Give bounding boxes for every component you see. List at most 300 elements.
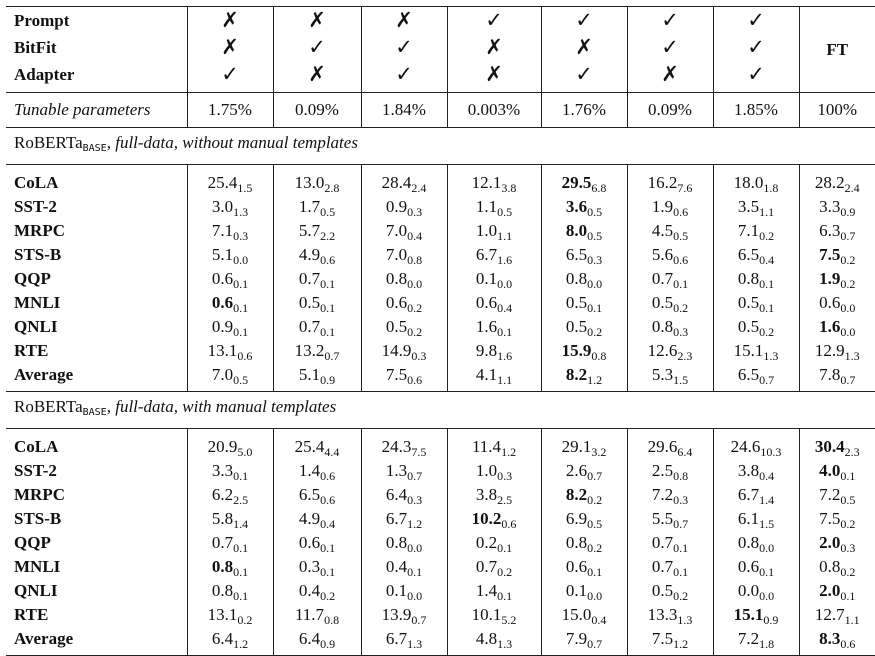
task-name: CoLA xyxy=(14,173,59,192)
score-std: 0.2 xyxy=(840,517,856,531)
cross-icon: ✗ xyxy=(361,7,447,35)
score-std: 1.8 xyxy=(763,181,779,195)
score-cell xyxy=(273,267,361,291)
score-mean: 6.4 xyxy=(385,485,408,504)
score-cell xyxy=(627,315,713,339)
method-label: Adapter xyxy=(14,65,75,84)
score-cell xyxy=(187,579,273,603)
score-mean: 1.0 xyxy=(475,221,498,240)
score-mean: 15.9 xyxy=(561,341,592,360)
score-cell xyxy=(627,603,713,627)
table-row xyxy=(6,339,875,363)
section-title xyxy=(6,128,875,165)
score-cell xyxy=(187,483,273,507)
score-mean: 7.0 xyxy=(385,245,408,264)
task-name: RTE xyxy=(14,341,49,360)
score-std: 0.2 xyxy=(840,277,856,291)
score-mean: 0.6 xyxy=(211,293,234,312)
score-cell xyxy=(541,195,627,219)
score-std: 0.2 xyxy=(759,229,775,243)
score-mean: 8.2 xyxy=(565,365,588,384)
score-mean: 0.5 xyxy=(385,317,408,336)
score-cell xyxy=(187,507,273,531)
task-name: SST-2 xyxy=(14,461,57,480)
score-std: 0.3 xyxy=(587,253,603,267)
score-std: 0.0 xyxy=(759,589,775,603)
score-cell xyxy=(713,429,799,460)
score-mean: 3.6 xyxy=(565,197,588,216)
table-row xyxy=(6,243,875,267)
score-cell xyxy=(361,507,447,531)
score-std: 0.6 xyxy=(673,253,689,267)
score-std: 0.4 xyxy=(497,301,513,315)
score-std: 0.1 xyxy=(759,301,775,315)
score-cell xyxy=(713,165,799,196)
score-cell xyxy=(447,429,541,460)
score-cell xyxy=(187,339,273,363)
score-mean: 7.1 xyxy=(211,221,234,240)
score-mean: 25.4 xyxy=(207,173,238,192)
score-mean: 7.5 xyxy=(819,509,841,528)
score-std: 0.0 xyxy=(407,589,423,603)
score-mean: 0.5 xyxy=(565,293,588,312)
score-std: 0.1 xyxy=(233,469,249,483)
score-cell xyxy=(799,531,875,555)
score-mean: 4.0 xyxy=(819,461,841,480)
score-cell xyxy=(273,459,361,483)
score-mean: 5.8 xyxy=(211,509,234,528)
score-std: 0.5 xyxy=(497,205,513,219)
score-std: 0.6 xyxy=(320,493,336,507)
score-cell xyxy=(361,219,447,243)
score-cell xyxy=(273,531,361,555)
score-mean: 7.9 xyxy=(565,629,588,648)
score-cell xyxy=(187,363,273,392)
score-cell xyxy=(713,507,799,531)
score-std: 5.2 xyxy=(501,613,517,627)
score-cell xyxy=(361,315,447,339)
score-std: 0.3 xyxy=(411,349,427,363)
score-std: 1.6 xyxy=(497,349,513,363)
score-cell xyxy=(627,243,713,267)
check-icon: ✓ xyxy=(627,7,713,35)
score-mean: 30.4 xyxy=(814,437,845,456)
score-mean: 29.6 xyxy=(647,437,678,456)
score-mean: 1.9 xyxy=(819,269,841,288)
score-std: 0.9 xyxy=(840,205,856,219)
score-std: 0.6 xyxy=(320,253,336,267)
score-cell xyxy=(447,483,541,507)
table-row xyxy=(6,507,875,531)
score-std: 0.3 xyxy=(407,493,423,507)
score-cell xyxy=(627,459,713,483)
score-mean: 4.9 xyxy=(298,509,321,528)
score-std: 4.4 xyxy=(324,445,340,459)
table-row xyxy=(6,363,875,392)
score-mean: 0.7 xyxy=(651,533,674,552)
score-cell xyxy=(799,195,875,219)
score-mean: 0.4 xyxy=(385,557,408,576)
tunable-parameters-value: 0.09% xyxy=(627,93,713,128)
score-cell xyxy=(541,627,627,656)
score-std: 7.6 xyxy=(677,181,693,195)
tunable-parameters-value: 1.75% xyxy=(187,93,273,128)
score-mean: 0.7 xyxy=(651,269,674,288)
score-mean: 7.5 xyxy=(819,245,841,264)
score-std: 0.9 xyxy=(763,613,779,627)
score-mean: 8.3 xyxy=(819,629,841,648)
score-cell xyxy=(799,429,875,460)
score-mean: 29.5 xyxy=(561,173,592,192)
score-cell xyxy=(541,339,627,363)
score-cell xyxy=(541,291,627,315)
task-name: QQP xyxy=(14,533,51,552)
score-cell xyxy=(541,459,627,483)
score-cell xyxy=(799,579,875,603)
section-title-model-size: BASE xyxy=(82,143,107,154)
score-mean: 13.9 xyxy=(381,605,412,624)
score-std: 0.6 xyxy=(501,517,517,531)
score-cell xyxy=(627,195,713,219)
score-std: 0.7 xyxy=(840,229,856,243)
score-std: 0.8 xyxy=(673,469,689,483)
score-std: 0.9 xyxy=(320,373,336,387)
score-mean: 7.2 xyxy=(819,485,841,504)
score-std: 6.4 xyxy=(677,445,693,459)
score-std: 0.7 xyxy=(407,469,423,483)
check-icon: ✓ xyxy=(713,7,799,35)
cross-icon: ✗ xyxy=(447,34,541,61)
score-cell xyxy=(799,267,875,291)
score-cell xyxy=(627,429,713,460)
score-mean: 8.0 xyxy=(565,221,588,240)
score-mean: 5.1 xyxy=(211,245,234,264)
score-cell xyxy=(713,339,799,363)
score-std: 0.4 xyxy=(320,517,336,531)
score-std: 0.2 xyxy=(840,253,856,267)
check-icon: ✓ xyxy=(541,61,627,93)
score-cell xyxy=(713,483,799,507)
score-mean: 6.7 xyxy=(737,485,760,504)
score-std: 0.7 xyxy=(587,637,603,651)
section-header xyxy=(6,128,875,165)
score-cell xyxy=(627,555,713,579)
section-title-model: RoBERTa xyxy=(14,397,83,416)
score-cell xyxy=(541,531,627,555)
score-mean: 12.9 xyxy=(814,341,845,360)
cross-icon: ✗ xyxy=(541,34,627,61)
score-std: 0.2 xyxy=(497,565,513,579)
score-std: 0.8 xyxy=(324,613,340,627)
score-cell xyxy=(627,483,713,507)
score-mean: 7.5 xyxy=(385,365,408,384)
score-std: 7.5 xyxy=(411,445,427,459)
score-std: 1.1 xyxy=(497,373,513,387)
check-icon: ✓ xyxy=(713,34,799,61)
score-mean: 2.6 xyxy=(565,461,588,480)
section-title-model: RoBERTa xyxy=(14,133,83,152)
section-header xyxy=(6,392,875,429)
score-mean: 1.7 xyxy=(298,197,321,216)
score-mean: 0.5 xyxy=(298,293,321,312)
score-std: 1.3 xyxy=(677,613,693,627)
task-name: MRPC xyxy=(14,221,65,240)
score-cell xyxy=(799,555,875,579)
score-cell xyxy=(447,579,541,603)
task-name: Average xyxy=(14,365,74,384)
score-cell xyxy=(187,243,273,267)
score-cell xyxy=(187,315,273,339)
score-mean: 15.1 xyxy=(733,341,764,360)
score-std: 1.3 xyxy=(497,637,513,651)
score-std: 6.8 xyxy=(591,181,607,195)
score-mean: 5.3 xyxy=(651,365,674,384)
score-mean: 6.1 xyxy=(737,509,760,528)
score-cell xyxy=(447,555,541,579)
table-row xyxy=(6,291,875,315)
score-cell xyxy=(361,579,447,603)
score-mean: 0.6 xyxy=(211,269,234,288)
score-cell xyxy=(541,429,627,460)
task-name: QQP xyxy=(14,269,51,288)
score-std: 1.2 xyxy=(673,637,689,651)
score-std: 0.1 xyxy=(759,565,775,579)
table-row xyxy=(6,459,875,483)
score-cell xyxy=(361,363,447,392)
score-cell xyxy=(187,555,273,579)
score-std: 0.7 xyxy=(840,373,856,387)
score-cell xyxy=(361,531,447,555)
score-mean: 0.9 xyxy=(211,317,234,336)
score-mean: 0.6 xyxy=(385,293,408,312)
score-std: 1.1 xyxy=(497,229,513,243)
score-std: 0.4 xyxy=(591,613,607,627)
score-std: 0.1 xyxy=(233,277,249,291)
check-icon: ✓ xyxy=(713,61,799,93)
score-mean: 5.5 xyxy=(651,509,674,528)
score-mean: 7.1 xyxy=(737,221,760,240)
score-mean: 0.8 xyxy=(211,557,234,576)
score-mean: 2.0 xyxy=(819,533,841,552)
score-cell xyxy=(541,165,627,196)
cross-icon: ✗ xyxy=(187,7,273,35)
score-cell xyxy=(541,507,627,531)
score-mean: 10.1 xyxy=(471,605,502,624)
score-cell xyxy=(187,165,273,196)
score-mean: 3.5 xyxy=(737,197,760,216)
score-cell xyxy=(627,579,713,603)
header-row-bitfit xyxy=(6,34,875,61)
score-std: 0.1 xyxy=(497,589,513,603)
score-cell xyxy=(541,243,627,267)
score-cell xyxy=(273,363,361,392)
score-cell xyxy=(361,627,447,656)
score-cell xyxy=(361,459,447,483)
score-mean: 12.6 xyxy=(647,341,678,360)
table-row xyxy=(6,579,875,603)
score-mean: 7.8 xyxy=(819,365,841,384)
score-std: 1.3 xyxy=(407,637,423,651)
score-std: 1.4 xyxy=(233,517,249,531)
results-table xyxy=(6,6,875,656)
score-std: 0.0 xyxy=(587,589,603,603)
score-std: 0.3 xyxy=(233,229,249,243)
score-cell xyxy=(361,429,447,460)
score-std: 0.7 xyxy=(411,613,427,627)
score-std: 0.1 xyxy=(233,301,249,315)
score-cell xyxy=(187,219,273,243)
score-std: 0.1 xyxy=(320,541,336,555)
score-mean: 1.4 xyxy=(475,581,498,600)
score-mean: 13.3 xyxy=(647,605,678,624)
header-row-adapter xyxy=(6,61,875,93)
score-cell xyxy=(273,243,361,267)
score-std: 0.1 xyxy=(320,325,336,339)
task-name: QNLI xyxy=(14,317,58,336)
score-std: 0.1 xyxy=(320,565,336,579)
score-mean: 0.8 xyxy=(737,269,760,288)
score-std: 2.5 xyxy=(497,493,513,507)
score-std: 0.5 xyxy=(673,229,689,243)
score-std: 0.1 xyxy=(320,301,336,315)
score-std: 0.1 xyxy=(840,589,856,603)
score-std: 0.1 xyxy=(233,565,249,579)
score-mean: 13.1 xyxy=(207,341,238,360)
score-std: 2.4 xyxy=(411,181,427,195)
score-std: 0.1 xyxy=(840,469,856,483)
score-std: 0.1 xyxy=(497,541,513,555)
score-cell xyxy=(713,243,799,267)
section-title-setting: , full-data, without manual templates xyxy=(106,133,358,152)
score-mean: 24.6 xyxy=(730,437,761,456)
score-cell xyxy=(361,243,447,267)
task-name: SST-2 xyxy=(14,197,57,216)
task-name: Average xyxy=(6,627,187,656)
score-cell xyxy=(627,219,713,243)
score-std: 0.2 xyxy=(237,613,253,627)
score-cell xyxy=(273,507,361,531)
score-mean: 3.3 xyxy=(211,461,234,480)
score-mean: 0.5 xyxy=(737,317,760,336)
table-row xyxy=(6,219,875,243)
score-mean: 7.2 xyxy=(737,629,760,648)
score-mean: 0.4 xyxy=(298,581,321,600)
score-std: 0.5 xyxy=(587,229,603,243)
score-mean: 0.1 xyxy=(565,581,588,600)
score-std: 0.8 xyxy=(591,349,607,363)
table-row xyxy=(6,315,875,339)
score-cell xyxy=(273,315,361,339)
score-std: 0.3 xyxy=(840,541,856,555)
score-mean: 0.8 xyxy=(565,533,588,552)
score-cell xyxy=(713,291,799,315)
score-std: 0.1 xyxy=(759,277,775,291)
cross-icon: ✗ xyxy=(273,61,361,93)
table-row xyxy=(6,555,875,579)
score-cell xyxy=(541,603,627,627)
task-name: MNLI xyxy=(14,293,61,312)
score-mean: 1.4 xyxy=(298,461,321,480)
score-mean: 25.4 xyxy=(294,437,325,456)
score-mean: 1.6 xyxy=(475,317,498,336)
score-std: 0.0 xyxy=(840,325,856,339)
score-std: 0.4 xyxy=(759,253,775,267)
score-std: 0.0 xyxy=(759,541,775,555)
score-mean: 0.7 xyxy=(475,557,498,576)
cross-icon: ✗ xyxy=(273,7,361,35)
score-mean: 7.0 xyxy=(385,221,408,240)
score-cell xyxy=(447,291,541,315)
score-cell xyxy=(799,627,875,656)
check-icon: ✓ xyxy=(361,34,447,61)
score-mean: 24.3 xyxy=(381,437,412,456)
score-mean: 0.6 xyxy=(819,293,841,312)
score-mean: 0.8 xyxy=(565,269,588,288)
tunable-parameters-row xyxy=(6,93,875,128)
score-cell xyxy=(273,555,361,579)
score-cell xyxy=(713,219,799,243)
score-cell xyxy=(273,483,361,507)
check-icon: ✓ xyxy=(627,34,713,61)
score-mean: 16.2 xyxy=(647,173,678,192)
score-mean: 11.4 xyxy=(471,437,502,456)
score-std: 1.8 xyxy=(759,637,775,651)
score-std: 0.2 xyxy=(320,589,336,603)
score-cell xyxy=(361,339,447,363)
score-mean: 18.0 xyxy=(733,173,764,192)
score-cell xyxy=(541,219,627,243)
score-mean: 0.7 xyxy=(298,317,321,336)
score-mean: 15.1 xyxy=(733,605,764,624)
score-cell xyxy=(799,507,875,531)
score-cell xyxy=(799,459,875,483)
score-cell xyxy=(273,429,361,460)
score-std: 10.3 xyxy=(760,445,782,459)
score-std: 0.7 xyxy=(587,469,603,483)
score-mean: 0.5 xyxy=(565,317,588,336)
score-std: 0.6 xyxy=(237,349,253,363)
score-std: 0.1 xyxy=(407,565,423,579)
header-row-prompt xyxy=(6,7,875,35)
score-mean: 0.2 xyxy=(475,533,498,552)
score-mean: 7.0 xyxy=(211,365,234,384)
score-std: 0.2 xyxy=(407,301,423,315)
score-std: 0.1 xyxy=(233,589,249,603)
score-std: 0.2 xyxy=(587,541,603,555)
score-mean: 5.1 xyxy=(298,365,321,384)
check-icon: ✓ xyxy=(541,7,627,35)
score-std: 1.1 xyxy=(759,205,775,219)
table-row xyxy=(6,429,875,460)
score-cell xyxy=(187,603,273,627)
score-mean: 4.8 xyxy=(475,629,498,648)
score-cell xyxy=(447,627,541,656)
score-cell xyxy=(713,195,799,219)
score-std: 0.7 xyxy=(324,349,340,363)
score-mean: 13.2 xyxy=(294,341,325,360)
score-std: 0.1 xyxy=(673,541,689,555)
task-name: QNLI xyxy=(14,581,58,600)
score-std: 1.1 xyxy=(844,613,860,627)
score-mean: 5.7 xyxy=(298,221,321,240)
score-std: 0.7 xyxy=(673,517,689,531)
tunable-parameters-value: 0.09% xyxy=(273,93,361,128)
score-mean: 1.0 xyxy=(475,461,498,480)
score-cell xyxy=(273,219,361,243)
tunable-parameters-value: 0.003% xyxy=(447,93,541,128)
score-mean: 1.9 xyxy=(651,197,674,216)
score-std: 1.5 xyxy=(237,181,253,195)
